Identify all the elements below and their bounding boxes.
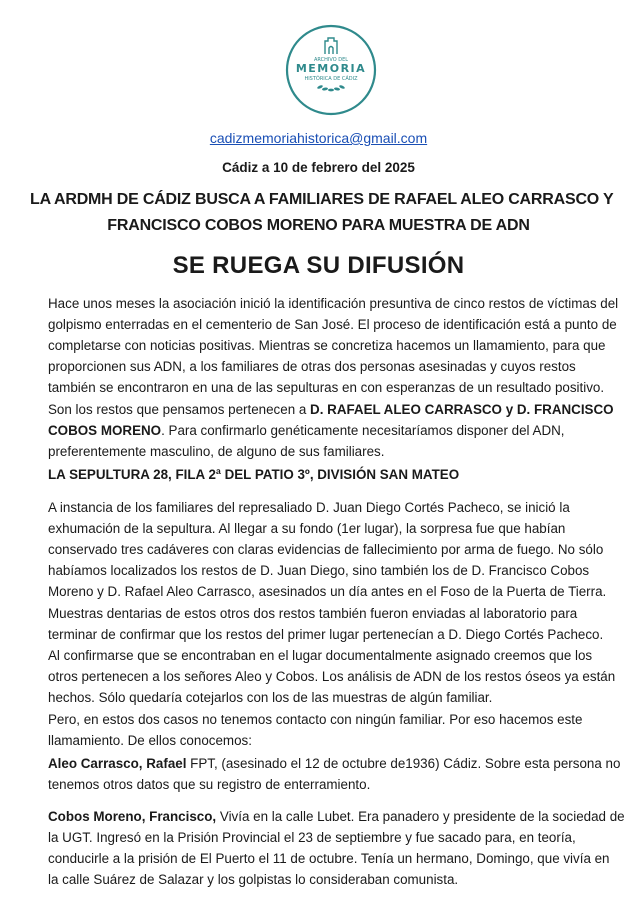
paragraph-appeal: Pero, en estos dos casos no tenemos contacto con ningún familiar. Por eso hacemos este llamamiento. De ellos conocemos:: [48, 712, 583, 748]
logo-main-text: MEMORIA: [295, 62, 367, 75]
logo-top-text: ARCHIVO DEL: [313, 57, 349, 63]
paragraph-samples: Muestras dentarias de estos otros dos restos también fueron enviadas al laboratorio para terminar de confirmar que los restos del primer lugar pertenecían a D. Diego Cortés Pacheco. Al confirmarse que se encontraban en el lugar documentalmente asignado creemos que los otros pertenecen a los señores Aleo y Cobos. Los análisis de ADN de los restos óseos ya están hechos. Sólo quedaría cotejarlos con los de las muestras de algún familiar.: [48, 606, 616, 705]
tower-icon: [325, 38, 337, 54]
paragraph-cobos: Cobos Moreno, Francisco, Vivía en la calle Lubet. Era panadero y presidente de la sociedad de la UGT. Ingresó en la Prisión Provincial el 23 de septiembre y fue sacado para, en teoría, conducirle a la prisión de El Puerto el 11 de octubre. Tenía un hermano, Domingo, que vivía en la calle Suárez de Salazar y los golpistas lo consideraban comunista.: [48, 809, 625, 887]
dissemination-plea: SE RUEGA SU DIFUSIÓN: [172, 252, 465, 279]
section-title: LA SEPULTURA 28, FILA 2ª DEL PATIO 3º, DIVISIÓN SAN MATEO: [48, 467, 460, 482]
headline: [30, 187, 614, 239]
headline-line: FRANCISCO COBOS MORENO PARA MUESTRA DE ADN: [107, 217, 530, 234]
laurel-icon: [317, 84, 346, 91]
paragraph-aleo: Aleo Carrasco, Rafael FPT, (asesinado el 12 de octubre de1936) Cádiz. Sobre esta persona no tenemos otros datos que su registro de enterramiento.: [48, 756, 621, 792]
document-date: Cádiz a 10 de febrero del 2025: [222, 160, 415, 175]
victim-names: D. RAFAEL ALEO CARRASCO y D. FRANCISCO: [310, 402, 614, 417]
paragraph-remains: Son los restos que pensamos pertenecen a D. RAFAEL ALEO CARRASCO y D. FRANCISCO COBOS MORENO. Para confirmarlo genéticamente necesitaríamos disponer del ADN, preferentemente masculino, de alguno de sus familiares.: [48, 402, 614, 459]
logo-sub-text: HISTÓRICA DE CÁDIZ: [304, 76, 358, 82]
paragraph-intro: Hace unos meses la asociación inició la identificación presuntiva de cinco restos de víctimas del golpismo enterradas en el cementerio de San José. El proceso de identificación está a punto de completarse con noticias positivas. Mientras se concretiza hacemos un llamamiento, para que proporcionen sus ADN, a los familiares de otras dos personas asesinadas y cuyos restos también se encontraron en una de las sepulturas en con esperanzas de un resultado positivo.: [48, 296, 619, 395]
association-logo: [284, 23, 378, 117]
person-name: Cobos Moreno, Francisco,: [48, 809, 217, 824]
victim-names: COBOS MORENO: [48, 423, 162, 438]
paragraph-exhumation: A instancia de los familiares del represaliado D. Juan Diego Cortés Pacheco, se inició la exhumación de la sepultura. Al llegar a su fondo (1er lugar), la sorpresa fue que habían conservado tres cadáveres con claras evidencias de fallecimiento por arma de fuego. No sólo habíamos localizados los restos de D. Juan Diego, sino también los de D. Francisco Cobos Moreno y D. Rafael Aleo Carrasco, asesinados un día antes en el Foso de la Puerta de Tierra.: [48, 500, 607, 599]
contact-email-link[interactable]: cadizmemoriahistorica@gmail.com: [209, 130, 428, 146]
headline-line: LA ARDMH DE CÁDIZ BUSCA A FAMILIARES DE RAFAEL ALEO CARRASCO Y: [30, 191, 614, 208]
person-name: Aleo Carrasco, Rafael: [48, 756, 187, 771]
